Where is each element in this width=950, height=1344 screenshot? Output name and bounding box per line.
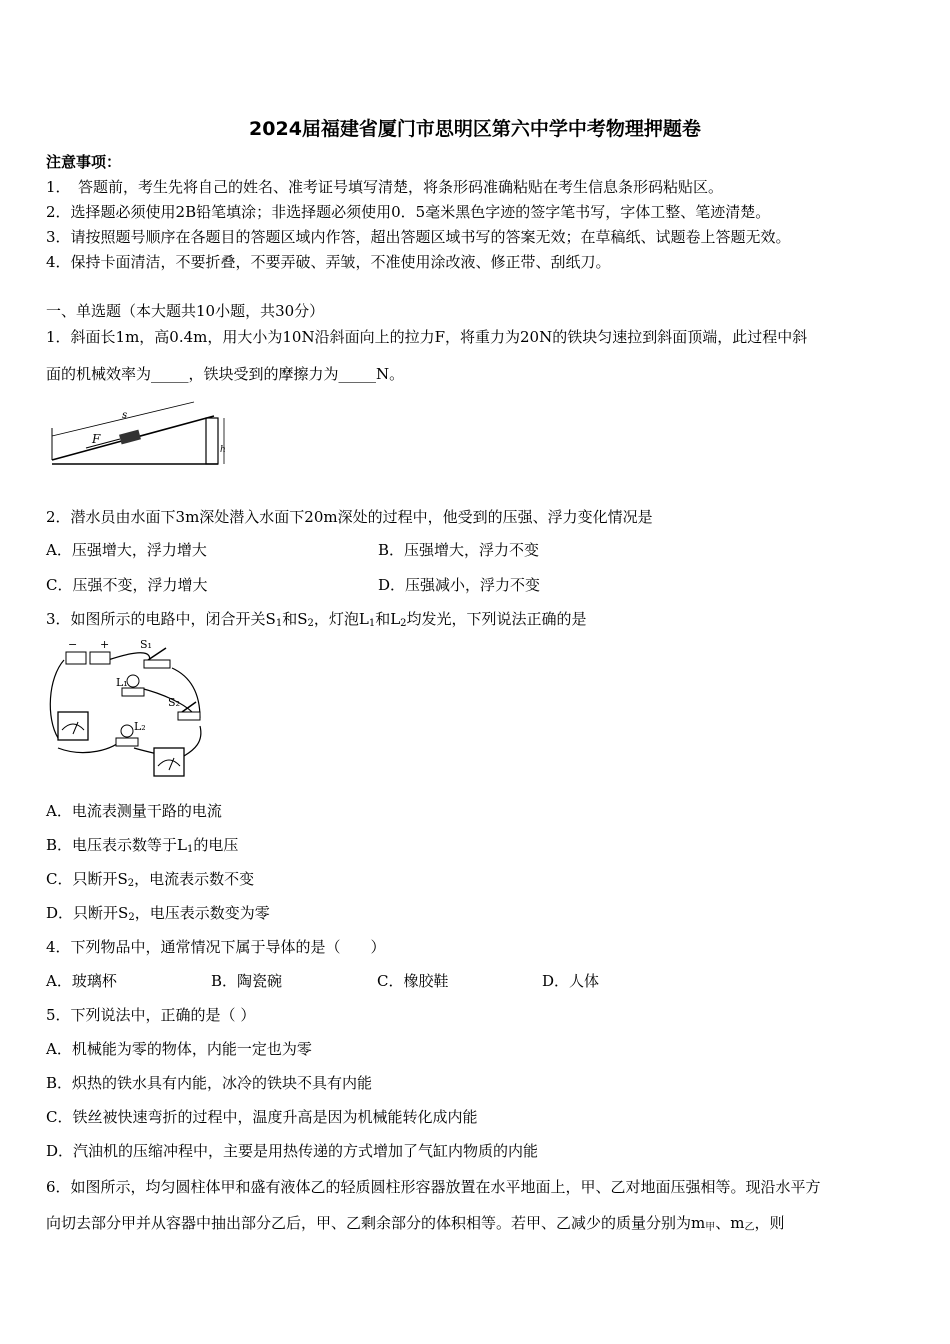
question-2-option-a: A．压强增大，浮力增大	[46, 541, 207, 559]
question-3-option-d: D．只断开$S_2$，电压表示数变为零	[46, 904, 270, 923]
notice-heading: 注意事项：	[46, 153, 122, 171]
question-5-option-a: A．机械能为零的物体，内能一定也为零	[46, 1040, 312, 1058]
lamp-l1	[127, 675, 139, 687]
question-1-line-1: 1．斜面长1m，高0.4m，用大小为10N沿斜面向上的拉力F，将重力为20N的铁块匀速拉到斜面顶端，此过程中斜	[46, 328, 808, 346]
battery	[90, 652, 110, 664]
wire	[184, 726, 201, 756]
lamp-l2-base	[116, 738, 138, 746]
question-4-stem: 4．下列物品中，通常情况下属于导体的是（ ）	[46, 938, 386, 956]
notice-item: 4．保持卡面清洁，不要折叠，不要弄破、弄皱，不准使用涂改液、修正带、刮纸刀。	[46, 253, 611, 271]
question-4-option-a: A．玻璃杯	[46, 972, 117, 990]
battery-plus-label: +	[100, 638, 110, 651]
battery	[66, 652, 86, 664]
question-4-option-d: D．人体	[542, 972, 600, 990]
voltmeter	[154, 748, 184, 776]
notice-item: 1． 答题前，考生先将自己的姓名、准考证号填写清楚，将条形码准确粘贴在考生信息条形码粘贴区。	[46, 178, 724, 196]
switch-s2-lever	[182, 702, 196, 712]
switch-s1	[144, 660, 170, 668]
incline-figure	[46, 398, 232, 476]
question-2-stem: 2．潜水员由水面下3m深处潜入水面下20m深处的过程中，他受到的压强、浮力变化情况是	[46, 508, 653, 526]
force-label: F	[92, 432, 101, 446]
lamp-l2-label: L₂	[134, 720, 146, 733]
question-1-line-2: 面的机械效率为_____，铁块受到的摩擦力为_____N。	[46, 365, 405, 383]
wire	[172, 668, 200, 718]
ammeter	[58, 712, 88, 740]
incline-support	[206, 418, 218, 464]
height-label: h	[220, 445, 226, 455]
question-2-option-b: B．压强增大，浮力不变	[378, 541, 540, 559]
page-title: 2024届福建省厦门市思明区第六中学中考物理押题卷	[249, 118, 701, 140]
question-5-stem: 5．下列说法中，正确的是（ ）	[46, 1006, 256, 1024]
question-6-line-2: 向切去部分甲并从容器中抽出部分乙后，甲、乙剩余部分的体积相等。若甲、乙减少的质量分别为$m_甲$、$m_乙$，则	[46, 1214, 785, 1233]
question-3-option-a: A．电流表测量干路的电流	[46, 802, 222, 820]
question-4-option-c: C．橡胶鞋	[377, 972, 449, 990]
question-6-line-1: 6．如图所示，均匀圆柱体甲和盛有液体乙的轻质圆柱形容器放置在水平地面上，甲、乙对地面压强相等。现沿水平方	[46, 1178, 821, 1196]
lamp-l1-label: L₁	[116, 676, 128, 689]
question-2-option-c: C．压强不变，浮力增大	[46, 576, 208, 594]
battery-minus-label: −	[68, 638, 78, 651]
switch-s1-label: S₁	[140, 638, 152, 651]
wire	[140, 688, 192, 712]
question-4-option-b: B．陶瓷碗	[211, 972, 283, 990]
iron-block	[119, 430, 141, 445]
question-3-option-b: B．电压表示数等于$L_1$的电压	[46, 836, 239, 855]
question-5-option-c: C．铁丝被快速弯折的过程中，温度升高是因为机械能转化成内能	[46, 1108, 478, 1126]
question-2-option-d: D．压强减小，浮力不变	[378, 576, 541, 594]
question-5-option-b: B．炽热的铁水具有内能，冰冷的铁块不具有内能	[46, 1074, 373, 1092]
wire	[108, 653, 150, 664]
notice-item: 2．选择题必须使用2B铅笔填涂；非选择题必须使用0．5毫米黑色字迹的签字笔书写，字体工整、笔迹清楚。	[46, 203, 771, 221]
length-label: s	[122, 410, 128, 421]
question-3-option-c: C．只断开$S_2$，电流表示数不变	[46, 870, 255, 889]
section-heading: 一、单选题（本大题共10小题，共30分）	[46, 302, 325, 320]
question-3-stem: 3．如图所示的电路中，闭合开关$S_1$和$S_2$，灯泡$L_1$和$L_2$均发光，下列说法正确的是	[46, 610, 587, 629]
notice-item: 3．请按照题号顺序在各题目的答题区域内作答，超出答题区域书写的答案无效；在草稿纸、试题卷上答题无效。	[46, 228, 791, 246]
switch-s2-label: S₂	[168, 696, 180, 709]
question-5-option-d: D．汽油机的压缩冲程中，主要是用热传递的方式增加了气缸内物质的内能	[46, 1142, 539, 1160]
circuit-figure	[44, 638, 210, 782]
switch-s2	[178, 712, 200, 720]
lamp-l2	[121, 725, 133, 737]
lamp-l1-base	[122, 688, 144, 696]
